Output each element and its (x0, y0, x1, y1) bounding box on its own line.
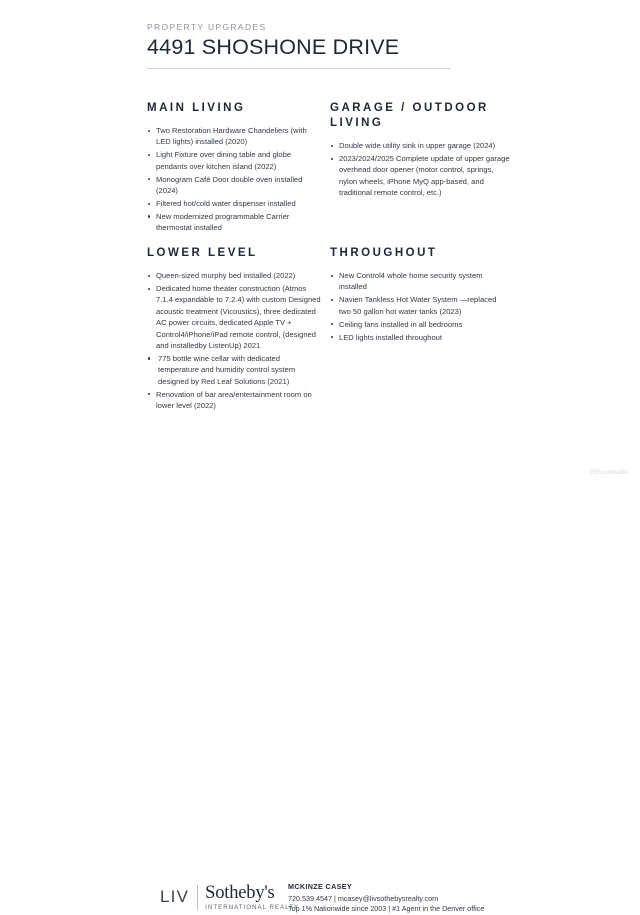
list-item: Dedicated home theater construction (Atmos 7.1.4 expandable to 7.2.4) with custom Designed acoustic treatment (Vicoustics), three dedicated AC power circuits, dedicated Apple TV + Control4/iPhone/iPad remote control, (designed and installedby ListenUp) 2021 (147, 283, 323, 351)
list-item: 2023/2024/2025 Complete update of upper garage overhead door opener (motor control, springs, nylon wheels, iPhone MyQ app-based, and traditional remote control, etc.) (330, 153, 510, 199)
logo-international-realty-text: INTERNATIONAL REALTY (205, 903, 300, 911)
agent-name: MCKINZE CASEY (288, 882, 353, 891)
list-item: New modernized programmable Carrier thermostat installed (147, 211, 323, 234)
list-item: Light Fixture over dining table and globe pendants over kitchen island (2022) (147, 149, 323, 172)
logo-sothebys-block (205, 884, 299, 911)
header-divider (147, 68, 451, 69)
section-title-throughout: THROUGHOUT (330, 247, 438, 259)
logo-liv-text: LIV (160, 886, 190, 906)
liv-sothebys-logo (160, 882, 299, 912)
list-item: Double wide utility sink in upper garage (2024) (330, 140, 510, 151)
recolorado-watermark: REcolorado (591, 469, 628, 476)
upgrade-list-throughout (330, 270, 510, 343)
section-throughout (330, 246, 510, 344)
upgrade-list-garage-outdoor-living (330, 140, 510, 199)
list-item: Two Restoration Hardware Chandeliers (with LED lights) installed (2020) (147, 125, 323, 148)
eyebrow-label: PROPERTY UPGRADES (147, 22, 267, 32)
upgrade-list-main-living (147, 125, 323, 234)
list-item: Navien Tankless Hot Water System —replaced two 50 gallon hot water tanks (2023) (330, 294, 510, 317)
agent-phone-email: 720.539.4547 | mcasey@livsothebysrealty.com (288, 893, 439, 903)
section-lower-level (147, 246, 323, 413)
list-item: LED lights installed throughout (330, 332, 510, 343)
agent-contact-block (288, 882, 548, 915)
list-item: Queen-sized murphy bed installed (2022) (147, 270, 323, 281)
section-garage-outdoor-living (330, 101, 510, 200)
section-title-main-living: MAIN LIVING (147, 102, 246, 114)
list-item: Monogram Café Door double oven installed (2024) (147, 174, 323, 197)
document-footer (0, 438, 640, 913)
page-title: 4491 SHOSHONE DRIVE (147, 35, 400, 59)
upgrade-list-lower-level (147, 270, 323, 411)
agent-credentials: Top 1% Nationwide since 2003 | #1 Agent in the Denver office (288, 904, 485, 913)
section-main-living (147, 101, 323, 235)
list-item: 775 bottle wine cellar with dedicated temperature and humidity control system designed by Red Leaf Solutions (2021) (147, 353, 323, 387)
list-item: Renovation of bar area/entertainment room on lower level (2022) (147, 389, 323, 412)
document-header (147, 22, 567, 60)
list-item: Filtered hot/cold water dispenser installed (147, 198, 323, 209)
section-title-garage-outdoor-living: GARAGE / OUTDOOR LIVING (330, 102, 489, 129)
logo-sothebys-text: Sotheby's (205, 882, 275, 903)
list-item: New Control4 whole home security system installed (330, 270, 510, 293)
section-title-lower-level: LOWER LEVEL (147, 247, 258, 259)
list-item: Ceiling fans installed in all bedrooms (330, 319, 510, 330)
logo-divider (197, 885, 198, 910)
